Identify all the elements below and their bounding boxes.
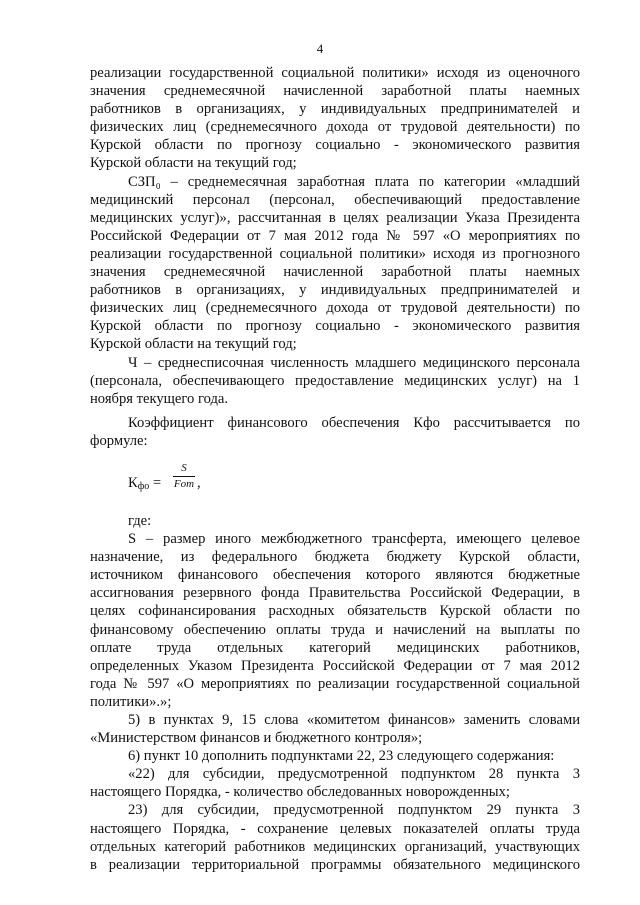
- text-line: реализации государственной социальной политики» исходя из оценочного: [90, 65, 580, 81]
- text-line: определенных Указом Президента Российской Федерации от 7 мая 2012: [90, 657, 580, 674]
- text-line: работников в организациях, у индивидуальных предпринимателей и: [90, 282, 580, 299]
- text-line: «22) для субсидии, предусмотренной подпунктом 28 пункта 3: [128, 766, 580, 783]
- text-line: физических лиц (среднемесячного дохода от трудовой деятельности) по: [90, 119, 580, 136]
- formula-denominator: Fom: [173, 477, 195, 490]
- text-line: медицинских услуг)», рассчитанная в целях реализации Указа Президента: [90, 209, 580, 226]
- text-line: Ч – среднесписочная численность младшего медицинского персонала: [128, 354, 580, 371]
- text-line: «Министерством финансов и бюджетного контроля»;: [90, 730, 423, 747]
- text-line: значения среднемесячной начисленной заработной платы наемных: [90, 83, 580, 100]
- text-line: S – размер иного межбюджетного трансферта, имеющего целевое: [128, 531, 580, 548]
- text-line: физических лиц (среднемесячного дохода от трудовой деятельности) по: [90, 300, 580, 317]
- text-line: оплате труда отдельных категорий медицинских работников,: [90, 639, 580, 656]
- formula-comma: ,: [197, 474, 201, 491]
- text-line: Коэффициент финансового обеспечения Кфо рассчитывается по: [128, 414, 580, 431]
- formula-equals: =: [149, 474, 162, 491]
- text-line: формуле:: [90, 432, 148, 449]
- text-line: настоящего Порядка, - сохранение целевых показателей оплаты труда: [90, 820, 580, 837]
- page-number: 4: [316, 41, 324, 56]
- text-line: года № 597 «О мероприятиях по реализации государственной социальной: [90, 675, 580, 692]
- text-line: медицинский персонал (персонал, обеспечивающий предоставление: [90, 191, 580, 208]
- text-line: финансовому обеспечению оплаты труда и начислений на выплаты по: [90, 621, 580, 638]
- text-line: назначение, из федерального бюджета бюджету Курской области,: [90, 549, 580, 566]
- text-line: в реализации территориальной программы обязательного медицинского: [90, 856, 580, 873]
- text-line: политики».»;: [90, 693, 172, 710]
- text-line: ноября текущего года.: [90, 390, 228, 407]
- text-line: источником финансового обеспечения которого являются бюджетные: [90, 567, 580, 584]
- text-line: реализации государственной социальной политики» исходя из прогнозного: [90, 245, 580, 262]
- text-line: 23) для субсидии, предусмотренной подпунктом 29 пункта 3: [128, 802, 580, 819]
- text-line: целях софинансирования расходных обязательств Курской области по: [90, 603, 580, 620]
- formula-k-subscript: фо: [137, 480, 150, 492]
- text-line: 5) в пунктах 9, 15 слова «комитетом финансов» заменить словами: [128, 712, 580, 728]
- text-line: (персонала, обеспечивающего предоставление медицинских услуг) на 1: [90, 372, 580, 389]
- text-line: значения среднемесячной начисленной заработной платы наемных: [90, 264, 580, 281]
- fraction-bar: [173, 476, 195, 477]
- document-body: [90, 64, 580, 874]
- text-line: Курской области на текущий год;: [90, 336, 297, 353]
- text-line: Российской Федерации от 7 мая 2012 года № 597 «О мероприятиях по: [90, 227, 580, 244]
- formula-k: $К_{фо}$ =: [128, 474, 162, 492]
- text-line: Курской области на текущий год;: [90, 155, 297, 172]
- text-line: СЗП₀ – среднемесячная заработная плата по категории «младший: [128, 173, 580, 190]
- text-line: настоящего Порядка, - количество обследованных новорожденных;: [90, 784, 510, 801]
- formula-kfo: [90, 456, 580, 514]
- text-line: Курской области по прогнозу социально - экономического развития: [90, 318, 580, 335]
- text-line: где:: [128, 512, 152, 529]
- text-line: ассигнования резервного фонда Правительства Российской Федерации, в: [90, 585, 580, 602]
- text-line: отдельных категорий работников медицинских организаций, участвующих: [90, 838, 580, 855]
- text-line: Курской области по прогнозу социально - экономического развития: [90, 137, 580, 154]
- text-line: работников в организациях, у индивидуальных предпринимателей и: [90, 101, 580, 118]
- formula-fraction: [173, 462, 195, 491]
- formula-numerator: S: [181, 461, 187, 474]
- text-line: 6) пункт 10 дополнить подпунктами 22, 23 следующего содержания:: [128, 748, 555, 765]
